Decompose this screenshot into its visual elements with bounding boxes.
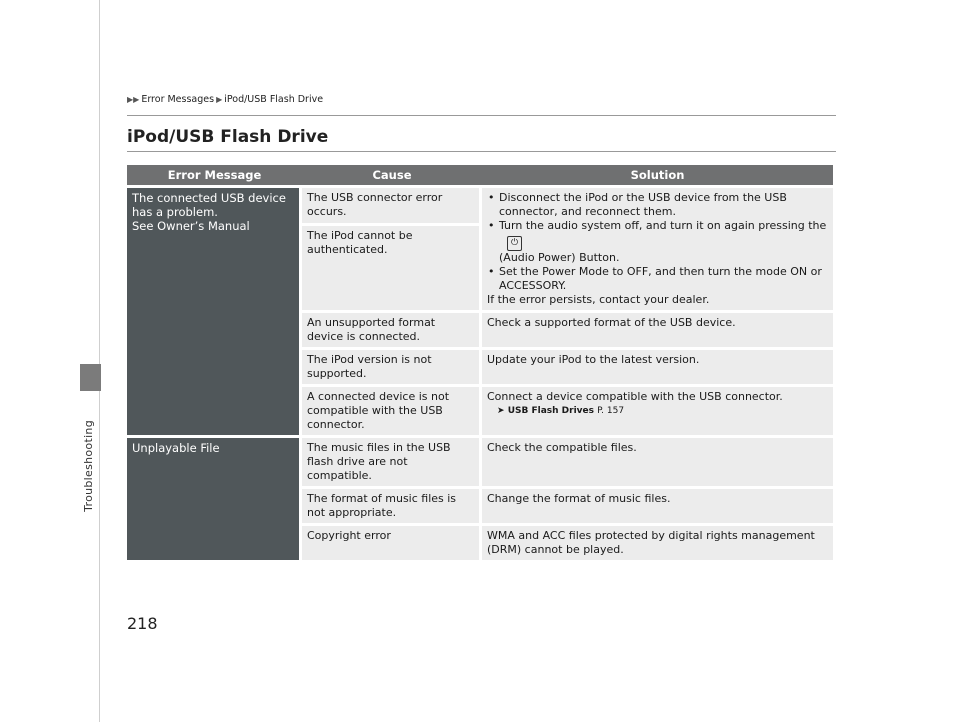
solution-cell: WMA and ACC files protected by digital rights management (DRM) cannot be played.: [482, 526, 833, 560]
cause-cell: Copyright error: [302, 526, 482, 560]
solution-cell: Check a supported format of the USB device.: [482, 313, 833, 347]
solution-text: Connect a device compatible with the USB connector.: [487, 390, 783, 403]
cause-cell: An unsupported format device is connected.: [302, 313, 482, 347]
table-row: [127, 188, 833, 223]
solution-cell: [482, 188, 833, 310]
list-item: • Disconnect the iPod or the USB device from the USB connector, and reconnect them.: [487, 191, 828, 219]
list-item: • Set the Power Mode to OFF, and then turn the mode ON or ACCESSORY.: [487, 265, 828, 293]
solution-cell: Update your iPod to the latest version.: [482, 350, 833, 384]
solution-text: Turn the audio system off, and turn it on again pressing the: [499, 219, 827, 232]
header-solution: Solution: [482, 165, 833, 185]
cause-cell: A connected device is not compatible with the USB connector.: [302, 387, 482, 435]
breadcrumb-item-error-messages[interactable]: Error Messages: [141, 94, 215, 105]
cause-cell: The iPod cannot be authenticated.: [302, 226, 482, 310]
breadcrumb-arrow-icon: ▶: [216, 95, 223, 104]
reference-page: P. 157: [597, 406, 625, 416]
solution-list: [487, 191, 828, 293]
solution-cell: Change the format of music files.: [482, 489, 833, 523]
error-cell-usb-problem: [127, 188, 302, 435]
section-label: Troubleshooting: [82, 420, 95, 512]
power-button-icon: ⏻: [507, 236, 522, 251]
side-divider: [99, 0, 100, 722]
error-text: The connected USB device has a problem.: [132, 191, 286, 219]
solution-text: (Audio Power) Button.: [499, 251, 620, 264]
section-tab-marker: [80, 364, 101, 391]
cause-cell: The music files in the USB flash drive are not compatible.: [302, 438, 482, 486]
error-subtext: See Owner’s Manual: [132, 219, 250, 233]
page-title: iPod/USB Flash Drive: [127, 127, 329, 147]
breadcrumb-item-current: iPod/USB Flash Drive: [224, 94, 324, 105]
reference-label: USB Flash Drives: [507, 406, 594, 416]
table-header-row: [127, 165, 833, 185]
page-number: 218: [127, 614, 158, 633]
header-error-message: Error Message: [127, 165, 302, 185]
cause-cell: The USB connector error occurs.: [302, 188, 482, 223]
header-rule: [127, 115, 836, 116]
solution-cell: [482, 387, 833, 435]
error-cell-unplayable-file: Unplayable File: [127, 438, 302, 560]
reference-arrow-icon: ➤: [497, 406, 505, 416]
cause-cell: The iPod version is not supported.: [302, 350, 482, 384]
cause-cell: The format of music files is not appropriate.: [302, 489, 482, 523]
breadcrumb-arrow-icon: ▶▶: [127, 95, 140, 104]
solution-cell: Check the compatible files.: [482, 438, 833, 486]
breadcrumb: [127, 94, 323, 105]
title-rule: [127, 151, 836, 152]
error-table: [127, 162, 833, 563]
table-row: [127, 438, 833, 486]
cross-reference-link[interactable]: [497, 404, 828, 418]
list-item: [487, 219, 828, 265]
header-cause: Cause: [302, 165, 482, 185]
solution-note: If the error persists, contact your dealer.: [487, 293, 710, 306]
